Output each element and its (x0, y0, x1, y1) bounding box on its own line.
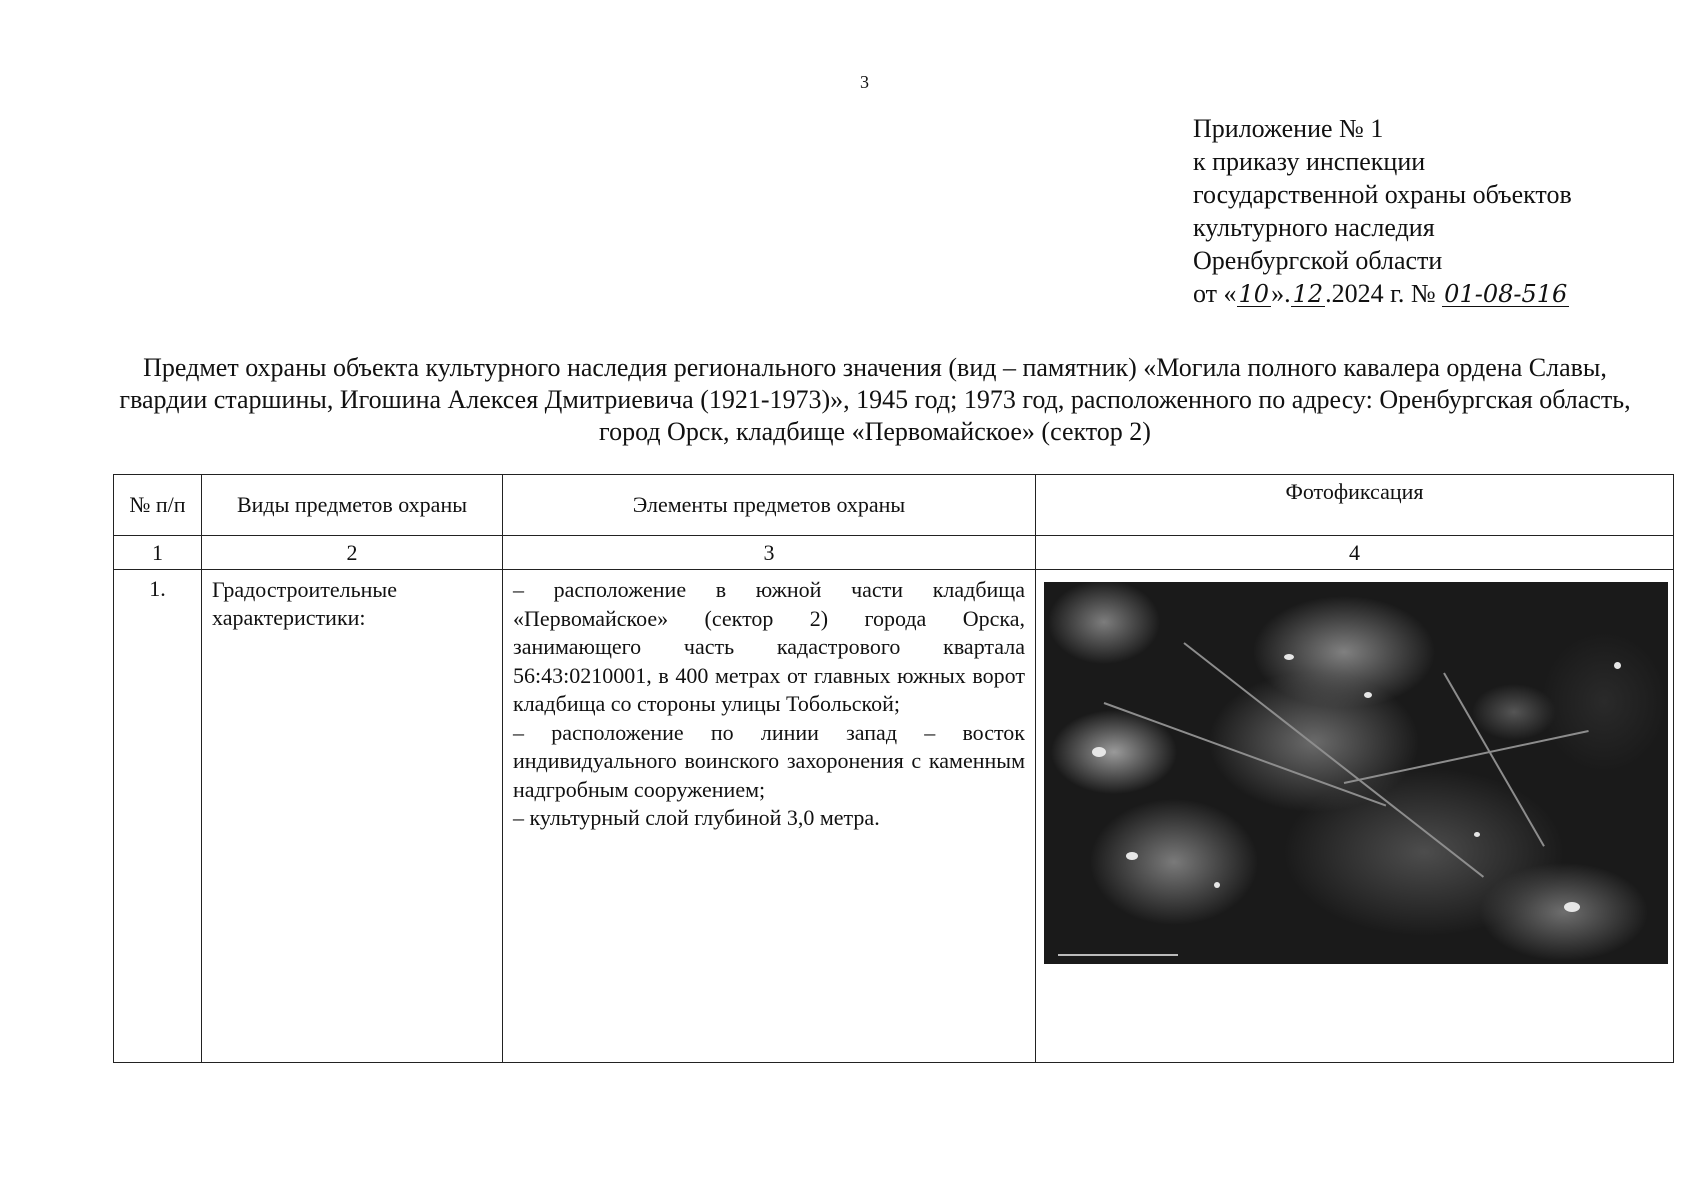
header-row (114, 475, 1674, 536)
row-type: Градостроительные характеристики: (202, 570, 503, 1063)
column-number-row (114, 536, 1674, 570)
column-number: 2 (202, 536, 503, 570)
column-number: 3 (503, 536, 1036, 570)
document-title: Предмет охраны объекта культурного наследия регионального значения (вид – памятник) «Могила полного кавалера ордена Славы, гвардии старшины, Игошина Алексея Дмитриевича (1921-1973)», 1945 год; 1973 год, расположенного по адресу: Оренбургская область, город Орск, кладбище «Первомайское» (сектор 2) (119, 353, 1631, 446)
handwritten-month: 12 (1292, 280, 1324, 308)
row-elements (503, 570, 1036, 1063)
date-prefix: от « (1193, 279, 1237, 308)
row-photo (1036, 570, 1674, 1063)
column-number: 4 (1036, 536, 1674, 570)
element-item: – расположение по линии запад – восток индивидуального воинского захоронения с каменным надгробным сооружением; (513, 719, 1025, 802)
annex-line: к приказу инспекции (1193, 147, 1426, 176)
page-number: 3 (860, 72, 869, 92)
annex-line: Приложение № 1 (1193, 114, 1384, 143)
date-year: .2024 г. № (1325, 279, 1436, 308)
protection-table (113, 474, 1674, 1063)
column-number: 1 (114, 536, 202, 570)
header-elements: Элементы предметов охраны (503, 475, 1036, 536)
handwritten-order-number: 01-08-516 (1444, 280, 1568, 308)
element-item: – культурный слой глубиной 3,0 метра. (513, 805, 880, 830)
handwritten-day: 10 (1238, 280, 1270, 308)
element-item: – расположение в южной части кладбища «Первомайское» (сектор 2) города Орска, занимающего часть кадастрового квартала 56:43:0210001, в 400 метрах от главных южных ворот кладбища со стороны улицы Тобольской; (513, 577, 1025, 716)
satellite-photo (1044, 582, 1668, 964)
annex-line: культурного наследия (1193, 213, 1435, 242)
annex-line: государственной охраны объектов (1193, 180, 1572, 209)
annex-block (1193, 112, 1572, 310)
header-number: № п/п (114, 475, 202, 536)
table-row (114, 570, 1674, 1063)
header-photo: Фотофиксация (1036, 475, 1674, 536)
date-separator: ». (1271, 279, 1291, 308)
annex-line: Оренбургской области (1193, 246, 1443, 275)
annex-date-line (1193, 277, 1572, 310)
row-number: 1. (114, 570, 202, 1063)
header-types: Виды предметов охраны (202, 475, 503, 536)
